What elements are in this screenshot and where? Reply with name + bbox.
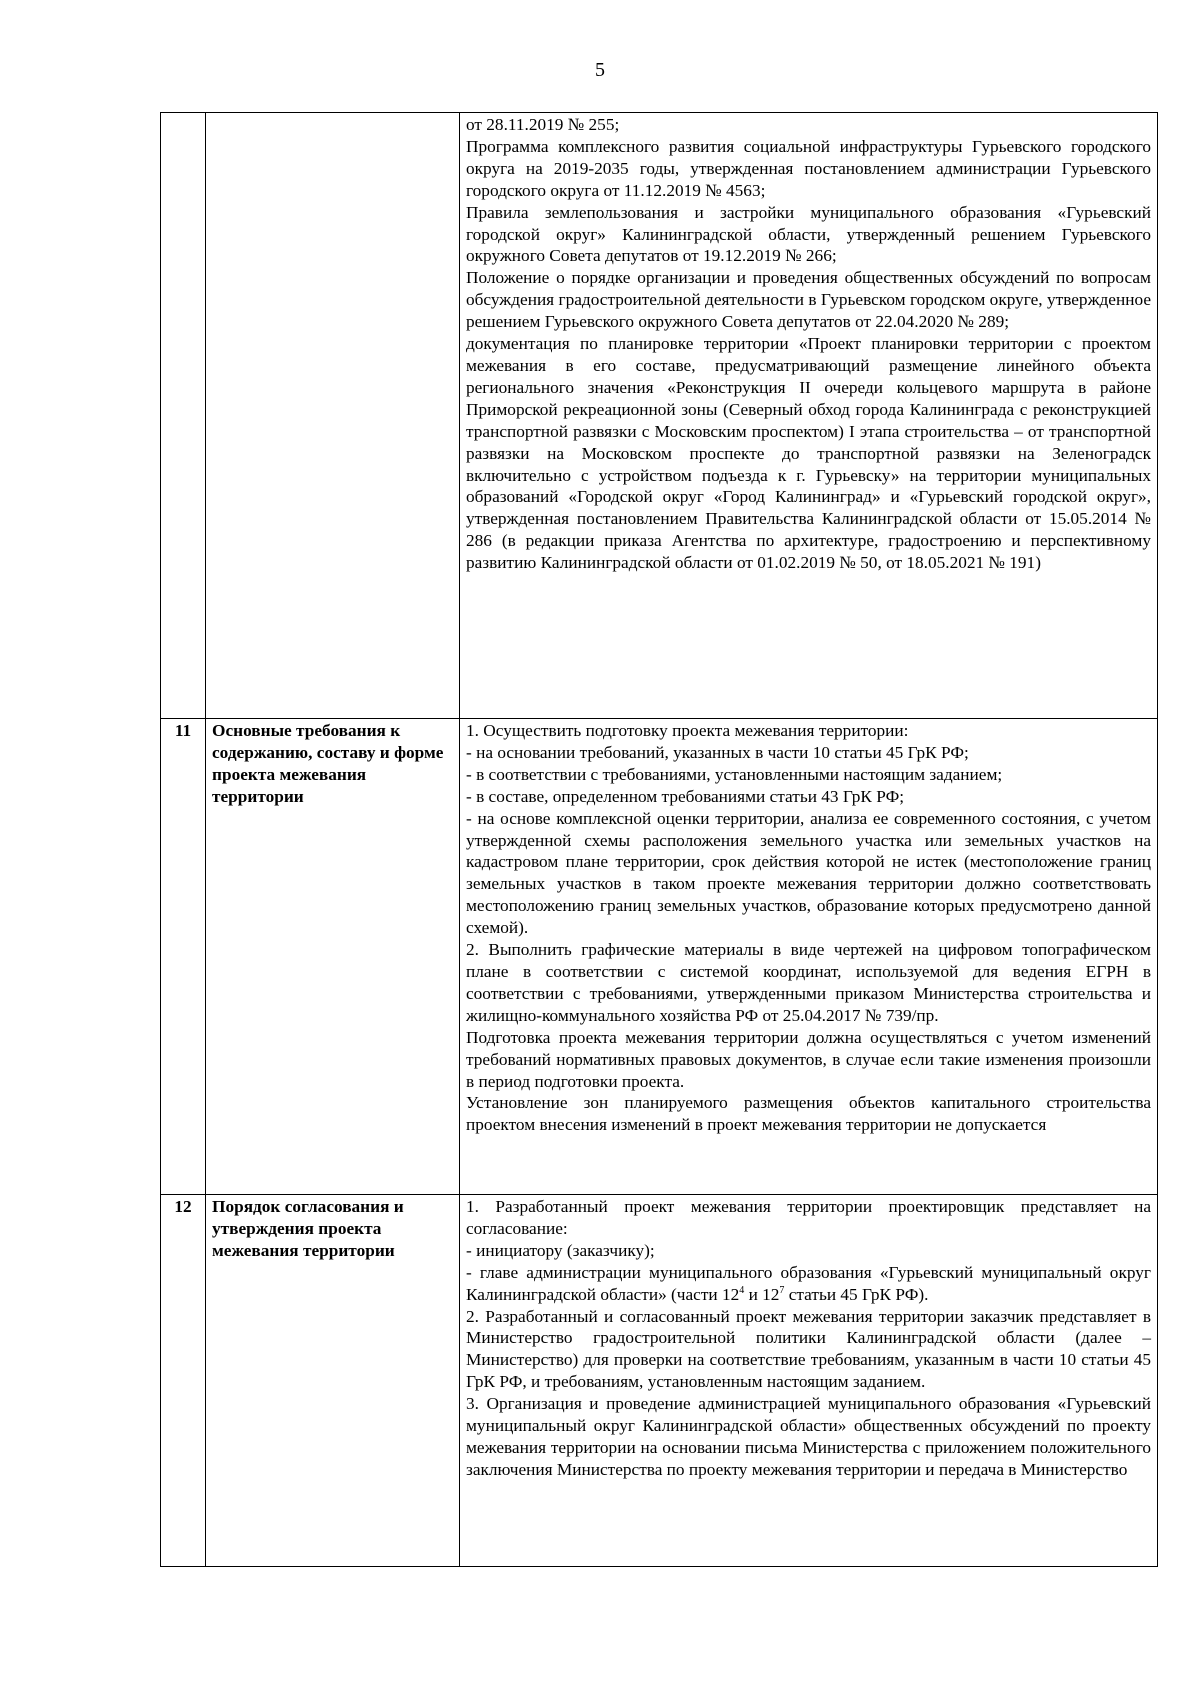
paragraph: 3. Организация и проведение администрацией муниципального образования «Гурьевский муниципальный округ Калининградской области» общественных обсуждений по проекту межевания территории на основании письма Министерства с приложением положительного заключения Министерства по проекту межевания территории и передача в Министерство (466, 1394, 1151, 1479)
paragraph (466, 1262, 1151, 1306)
paragraph: - на основе комплексной оценки территории, анализа ее современного состояния, с учетом утвержденной схемы расположения земельного участка или земельных участков на кадастровом плане территории, срок действия которой не истек (местоположение границ земельных участков в таком проекте межевания территории должно соответствовать местоположению границ земельных участков, образование которых предусмотрено данной схемой). (466, 808, 1151, 938)
row-title: Основные требования к содержанию, составу и форме проекта межевания территории (206, 719, 460, 1195)
paragraph: 1. Осуществить подготовку проекта межевания территории: (466, 721, 909, 740)
row-title: Порядок согласования и утверждения проекта межевания территории (206, 1195, 460, 1567)
paragraph: - в составе, определенном требованиями статьи 43 ГрК РФ; (466, 786, 905, 806)
row-content (460, 113, 1158, 719)
paragraph: - в соответствии с требованиями, установленными настоящим заданием; (466, 764, 1003, 784)
paragraph: 1. Разработанный проект межевания территории проектировщик представляет на согласование: (466, 1197, 1151, 1238)
table-row (161, 719, 1158, 1195)
paragraph: Положение о порядке организации и проведения общественных обсуждений по вопросам обсуждения градостроительной деятельности в Гурьевском городском округе, утвержденное решением Гурьевского окружного Совета депутатов от 22.04.2020 № 289; (466, 268, 1151, 332)
paragraph: документация по планировке территории «Проект планировки территории с проектом межевания в его составе, предусматривающий размещение линейного объекта регионального значения «Реконструкция II очереди кольцевого маршрута в районе Приморской рекреационной зоны (Северный обход города Калининграда с реконструкцией транспортной развязки с Московским проспектом) I этапа строительства – от транспортной развязки на Московском проспекте до транспортной развязки на Зеленоградск включительно с устройством подъезда к г. Гурьевску» на территории муниципальных образований «Городской округ «Город Калининград» и «Гурьевский городской округ», утвержденная постановлением Правительства Калининградской области от 15.05.2014 № 286 (в редакции приказа Агентства по архитектуре, градостроению и перспективному развитию Калининградской области от 01.02.2019 № 50, от 18.05.2021 № 191) (466, 334, 1151, 573)
row-title (206, 113, 460, 719)
paragraph: Программа комплексного развития социальной инфраструктуры Гурьевского городского округа на 2019-2035 годы, утвержденная постановлением администрации Гурьевского городского округа от 11.12.2019 № 4563; (466, 136, 1151, 200)
specification-table (160, 112, 1158, 1567)
superscript: 7 (779, 1284, 785, 1296)
paragraph: - инициатору (заказчику); (466, 1240, 655, 1260)
row-number: 12 (161, 1195, 206, 1567)
superscript: 4 (739, 1284, 745, 1296)
table-row (161, 113, 1158, 719)
table-row (161, 1195, 1158, 1567)
paragraph: Правила землепользования и застройки муниципального образования «Гурьевский городской округ» Калининградской области, утвержденный решением Гурьевского окружного Совета депутатов от 19.12.2019 № 266; (466, 202, 1151, 266)
paragraph: - на основании требований, указанных в части 10 статьи 45 ГрК РФ; (466, 742, 969, 762)
text-fragment: и 12 (744, 1284, 780, 1304)
text-fragment: - главе администрации муниципального образования «Гурьевский муниципальный округ Калининградской области» (части 12 (466, 1262, 1151, 1304)
paragraph: Подготовка проекта межевания территории должна осуществляться с учетом изменений требований нормативных правовых документов, в случае если такие изменения произошли в период подготовки проекта. (466, 1027, 1151, 1091)
paragraph: Установление зон планируемого размещения объектов капитального строительства проектом внесения изменений в проект межевания территории не допускается (466, 1093, 1151, 1135)
row-number (161, 113, 206, 719)
paragraph: 2. Выполнить графические материалы в виде чертежей на цифровом топографическом плане в соответствии с системой координат, используемой для ведения ЕГРН в соответствии с требованиями, утвержденными приказом Министерства строительства и жилищно-коммунального хозяйства РФ от 25.04.2017 № 739/пр. (466, 940, 1151, 1025)
row-number: 11 (161, 719, 206, 1195)
text-fragment: статьи 45 ГрК РФ). (784, 1284, 929, 1304)
row-content (460, 719, 1158, 1195)
paragraph: от 28.11.2019 № 255; (466, 115, 620, 134)
paragraph: 2. Разработанный и согласованный проект межевания территории заказчик представляет в Министерство градостроительной политики Калининградской области (далее – Министерство) для проверки на соответствие требованиям, указанным в части 10 статьи 45 ГрК РФ, и требованиям, установленным настоящим заданием. (466, 1306, 1151, 1392)
row-content (460, 1195, 1158, 1567)
page-number: 5 (595, 59, 605, 81)
